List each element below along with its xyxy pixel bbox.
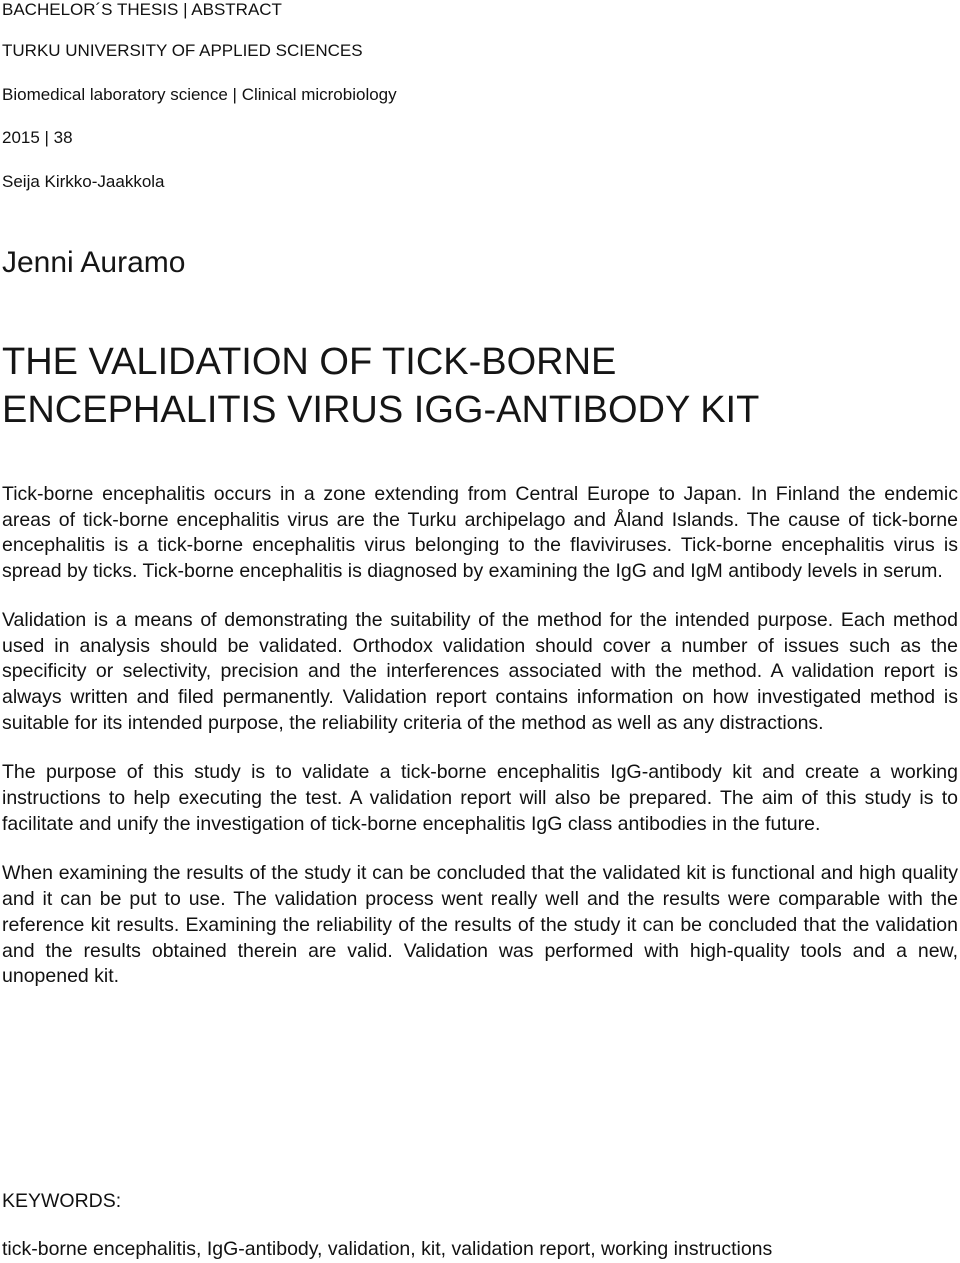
abstract-paragraph: Validation is a means of demonstrating the suitability of the method for the intended purpose. Each method used in analysis should be validated. Orthodox validation should cover a number of issues such as the specificity or selectivity, precision and the interferences associated with the method. A validation report is always written and filed permanently. Validation report contains information on how investigated method is suitable for its intended purpose, the reliability criteria of the method as well as any distractions. — [2, 608, 958, 734]
abstract-paragraph: Tick-borne encephalitis occurs in a zone extending from Central Europe to Japan. In Finland the endemic areas of tick-borne encephalitis virus are the Turku archipelago and Åland Islands. The cause of tick-borne encephalitis is a tick-borne encephalitis virus belonging to the flaviviruses. Tick-borne encephalitis virus is spread by ticks. Tick-borne encephalitis is diagnosed by examining the IgG and IgM antibody levels in serum. — [2, 483, 958, 583]
keywords-label: KEYWORDS: — [2, 1190, 122, 1212]
abstract-paragraph: The purpose of this study is to validate a tick-borne encephalitis IgG-antibody kit and create a working instructions to help executing the test. A validation report will also be prepared. The aim of this study is to facilitate and unify the investigation of tick-borne encephalitis IgG class antibodies in the future. — [2, 761, 958, 835]
year-and-pages: 2015 | 38 — [2, 128, 73, 147]
thesis-title — [2, 338, 942, 434]
supervisor: Seija Kirkko-Jaakkola — [2, 172, 165, 191]
degree-programme: Biomedical laboratory science | Clinical microbiology — [2, 85, 397, 104]
institution: TURKU UNIVERSITY OF APPLIED SCIENCES — [2, 41, 363, 60]
document-type: BACHELOR´S THESIS | ABSTRACT — [2, 0, 282, 19]
title-line-1: THE VALIDATION OF TICK-BORNE — [2, 341, 617, 383]
abstract-paragraph: When examining the results of the study it can be concluded that the validated kit is functional and high quality and it can be put to use. The validation process went really well and the results were comparable with the reference kit results. Examining the reliability of the results of the study it can be concluded that the validation and the results obtained therein are valid. Validation was performed with high-quality tools and a new, unopened kit. — [2, 862, 958, 988]
abstract-body — [2, 482, 958, 1014]
author-name: Jenni Auramo — [2, 246, 186, 279]
keywords-list: tick-borne encephalitis, IgG-antibody, validation, kit, validation report, working instructions — [2, 1238, 773, 1260]
title-line-2: ENCEPHALITIS VIRUS IGG-ANTIBODY KIT — [2, 389, 760, 431]
